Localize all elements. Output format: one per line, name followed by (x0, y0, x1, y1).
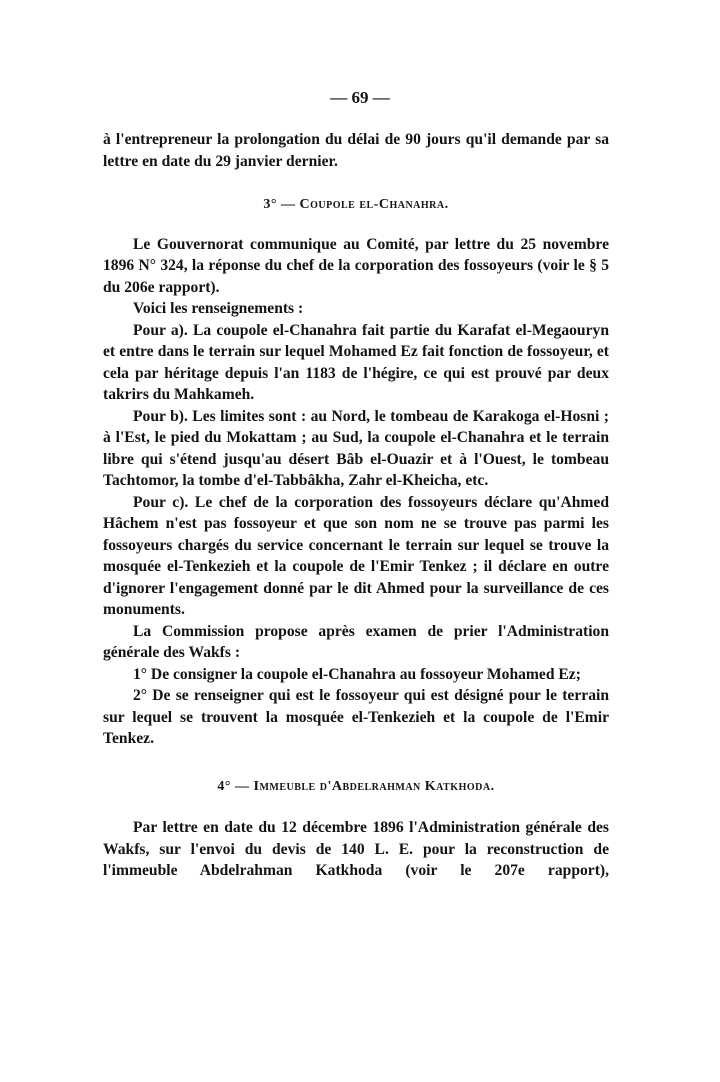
intro-paragraph: à l'entrepreneur la prolongation du délai de 90 jours qu'il demande par sa lettre en date du 29 janvier dernier. (103, 131, 609, 170)
section-3-paragraph: Pour a). La coupole el-Chanahra fait partie du Karafat el-Megaouryn et entre dans le terrain sur lequel Mohamed Ez fait fonction de fossoyeur, et cela par héritage depuis l'an 1183 de l'hégire, ce qui est prouvé par deux takrirs du Mahkameh. (103, 321, 609, 403)
section-3-paragraph: Pour c). Le chef de la corporation des fossoyeurs déclare qu'Ahmed Hâchem n'est pas fossoyeur et que son nom ne se trouve pas parmi les fossoyeurs chargés du service concernant le terrain sur lequel se trouve la mosquée el-Tenkezieh et la coupole de l'Emir Tenkez ; il déclare en outre d'ignorer l'engagement donné par le dit Ahmed pour la surveillance de ces monuments. (103, 493, 609, 618)
page-number: — 69 — (330, 88, 390, 107)
section-3-paragraph: Le Gouvernorat communique au Comité, par lettre du 25 novembre 1896 N° 324, la réponse du chef de la corporation des fossoyeurs (voir le § 5 du 206e rapport). (103, 235, 609, 296)
list-item: 2° De se renseigner qui est le fossoyeur qui est désigné pour le terrain sur lequel se trouvent la mosquée el-Tenkezieh et la coupole de l'Emir Tenkez. (103, 687, 609, 747)
section-3-paragraph: Pour b). Les limites sont : au Nord, le tombeau de Karakoga el-Hosni ; à l'Est, le pied du Mokattam ; au Sud, la coupole el-Chanahra et le terrain libre qui s'étend jusqu'au désert Bâb el-Ouazir et à l'Ouest, le tombeau Tachtomor, la tombe d'el-Tabbâkha, Zahr el-Kheicha, etc. (103, 407, 609, 489)
body-text (103, 129, 609, 882)
list-item: 1° De consigner la coupole el-Chanahra au fossoyeur Mohamed Ez; (133, 665, 581, 683)
section-3-heading: 3° — Coupole el-Chanahra. (263, 197, 449, 212)
section-4-paragraph: Par lettre en date du 12 décembre 1896 l'Administration générale des Wakfs, sur l'envoi du devis de 140 L. E. pour la reconstruction de l'immeuble Abdelrahman Katkhoda (voir le 207e rapport), (103, 819, 609, 879)
section-3-paragraph: Voici les renseignements : (133, 300, 304, 317)
section-4-heading: 4° — Immeuble d'Abdelrahman Katkhoda. (217, 778, 495, 794)
section-3-paragraph: La Commission propose après examen de prier l'Administration générale des Wakfs : (103, 622, 609, 661)
